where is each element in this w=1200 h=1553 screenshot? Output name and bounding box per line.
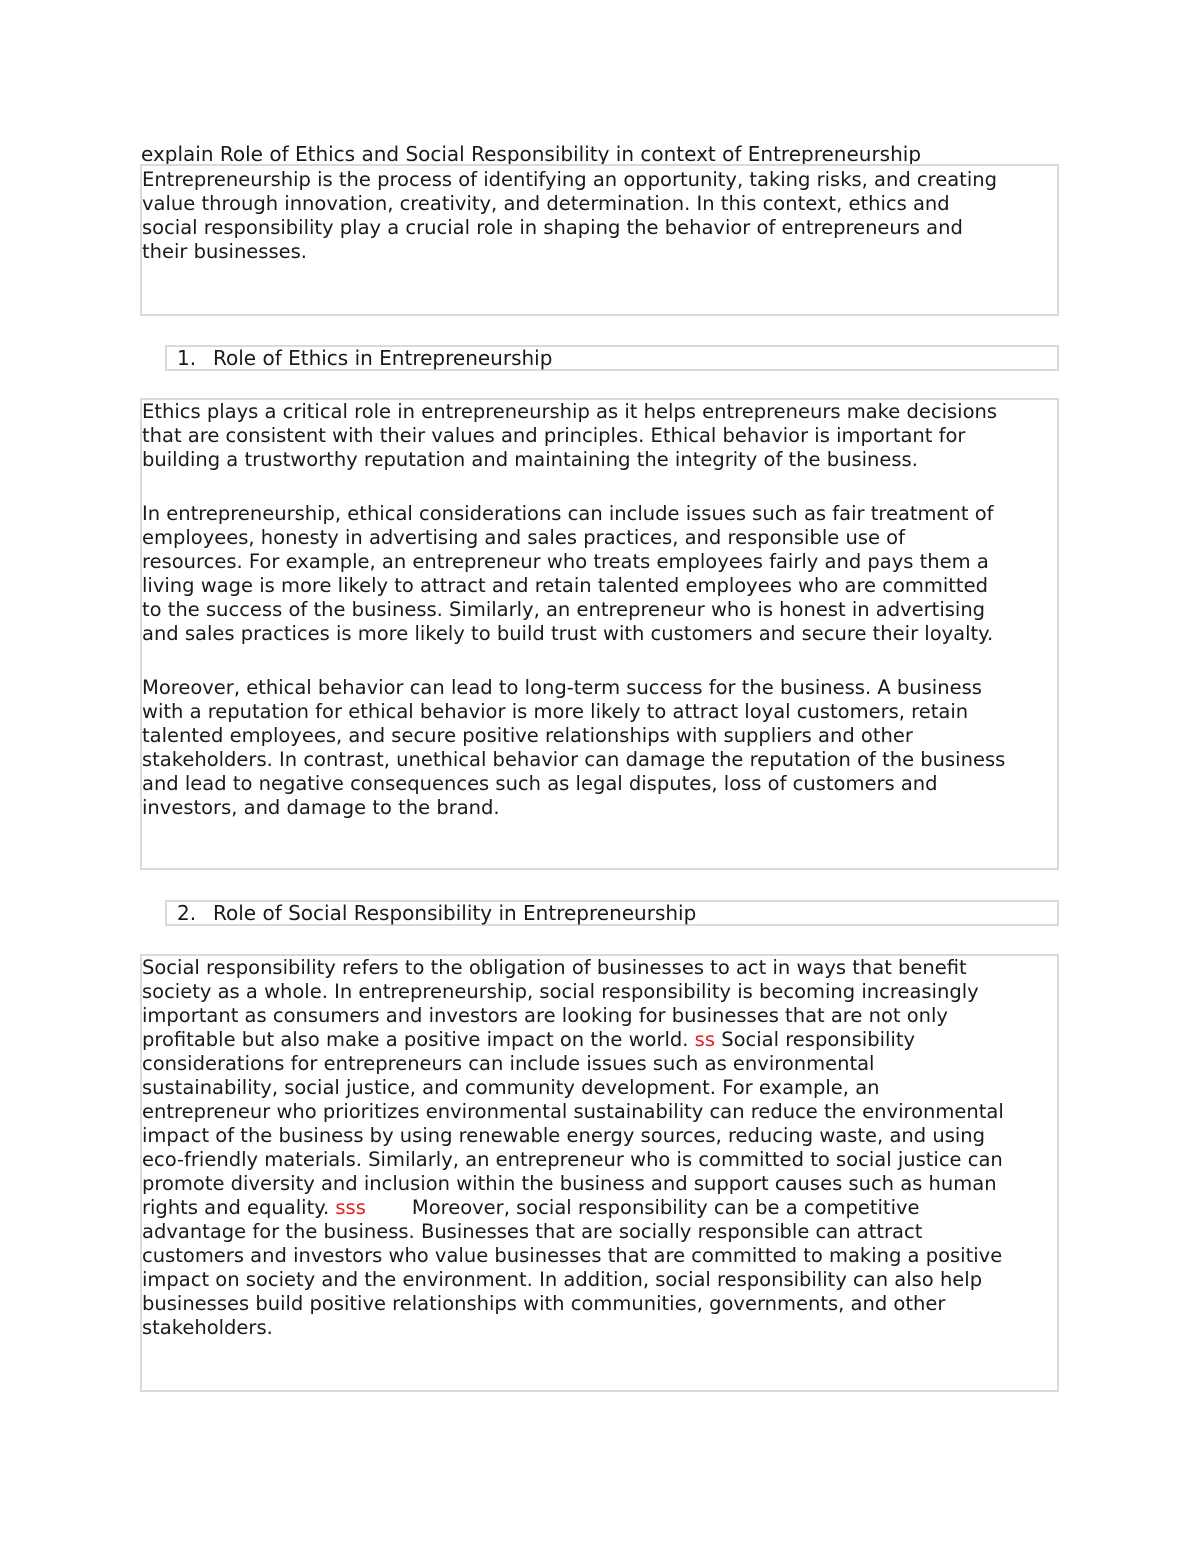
ethics-para3-line: investors, and damage to the brand. — [142, 796, 500, 819]
social-line-text: profitable but also make a positive impact on the world. — [142, 1028, 689, 1051]
ethics-para2-line: resources. For example, an entrepreneur who treats employees fairly and pays them a — [142, 550, 989, 573]
intro-line: value through innovation, creativity, and determination. In this context, ethics and — [142, 192, 950, 215]
social-line: impact of the business by using renewable energy sources, reducing waste, and using — [142, 1124, 986, 1147]
social-line: society as a whole. In entrepreneurship, social responsibility is becoming increasingly — [142, 980, 979, 1003]
social-line-text: rights and equality. — [142, 1196, 330, 1219]
ethics-para2-line: and sales practices is more likely to build trust with customers and secure their loyalty. — [142, 622, 994, 645]
social-line: stakeholders. — [142, 1316, 273, 1339]
social-line: eco-friendly materials. Similarly, an entrepreneur who is committed to social justice can — [142, 1148, 1003, 1171]
intro-line: their businesses. — [142, 240, 307, 263]
section1-number: 1. — [177, 346, 197, 370]
marker-ss: ss — [694, 1028, 715, 1051]
social-line: businesses build positive relationships with communities, governments, and other — [142, 1292, 946, 1315]
section1-title: Role of Ethics in Entrepreneurship — [213, 346, 553, 370]
ethics-para3-line: Moreover, ethical behavior can lead to long-term success for the business. A business — [142, 676, 982, 699]
social-line: Social responsibility refers to the obligation of businesses to act in ways that benefit — [142, 956, 967, 979]
social-line: customers and investors who value businesses that are committed to making a positive — [142, 1244, 1003, 1267]
ethics-para3-line: talented employees, and secure positive relationships with suppliers and other — [142, 724, 913, 747]
social-line: advantage for the business. Businesses that are socially responsible can attract — [142, 1220, 923, 1243]
ethics-para3-line: stakeholders. In contrast, unethical behavior can damage the reputation of the business — [142, 748, 1006, 771]
ethics-para3-line: with a reputation for ethical behavior is more likely to attract loyal customers, retain — [142, 700, 969, 723]
social-line: promote diversity and inclusion within the business and support causes such as human — [142, 1172, 997, 1195]
social-line: considerations for entrepreneurs can include issues such as environmental — [142, 1052, 875, 1075]
social-line: important as consumers and investors are looking for businesses that are not only — [142, 1004, 948, 1027]
ethics-para2-line: In entrepreneurship, ethical considerations can include issues such as fair treatment of — [142, 502, 994, 525]
section1-answer-box — [140, 398, 1059, 870]
social-line-text: Social responsibility — [721, 1028, 916, 1051]
ethics-para3-line: and lead to negative consequences such as legal disputes, loss of customers and — [142, 772, 938, 795]
section2-heading — [165, 900, 1059, 926]
social-line: impact on society and the environment. In addition, social responsibility can also help — [142, 1268, 983, 1291]
social-line-with-marker — [142, 1028, 1057, 1052]
ethics-para2-line: living wage is more likely to attract and retain talented employees who are committed — [142, 574, 988, 597]
social-line-with-marker — [142, 1196, 1057, 1220]
social-line: entrepreneur who prioritizes environmental sustainability can reduce the environmental — [142, 1100, 1004, 1123]
section2-answer-box — [140, 954, 1059, 1392]
question-title: explain Role of Ethics and Social Responsibility in context of Entrepreneurship — [141, 142, 922, 166]
section2-number: 2. — [177, 901, 197, 925]
ethics-para1-line: that are consistent with their values and principles. Ethical behavior is important for — [142, 424, 966, 447]
ethics-para1-line: building a trustworthy reputation and maintaining the integrity of the business. — [142, 448, 918, 471]
ethics-para2-line: employees, honesty in advertising and sales practices, and responsible use of — [142, 526, 905, 549]
intro-line: social responsibility play a crucial role in shaping the behavior of entrepreneurs and — [142, 216, 963, 239]
section1-heading — [165, 345, 1059, 371]
social-line: sustainability, social justice, and community development. For example, an — [142, 1076, 880, 1099]
social-line-text: Moreover, social responsibility can be a competitive — [411, 1196, 920, 1219]
section2-title: Role of Social Responsibility in Entrepreneurship — [213, 901, 697, 925]
intro-line: Entrepreneurship is the process of identifying an opportunity, taking risks, and creating — [142, 168, 997, 191]
marker-sss: sss — [335, 1196, 366, 1219]
ethics-para1-line: Ethics plays a critical role in entrepreneurship as it helps entrepreneurs make decisions — [142, 400, 998, 423]
ethics-para2-line: to the success of the business. Similarly, an entrepreneur who is honest in advertising — [142, 598, 986, 621]
intro-answer-box — [140, 164, 1059, 316]
